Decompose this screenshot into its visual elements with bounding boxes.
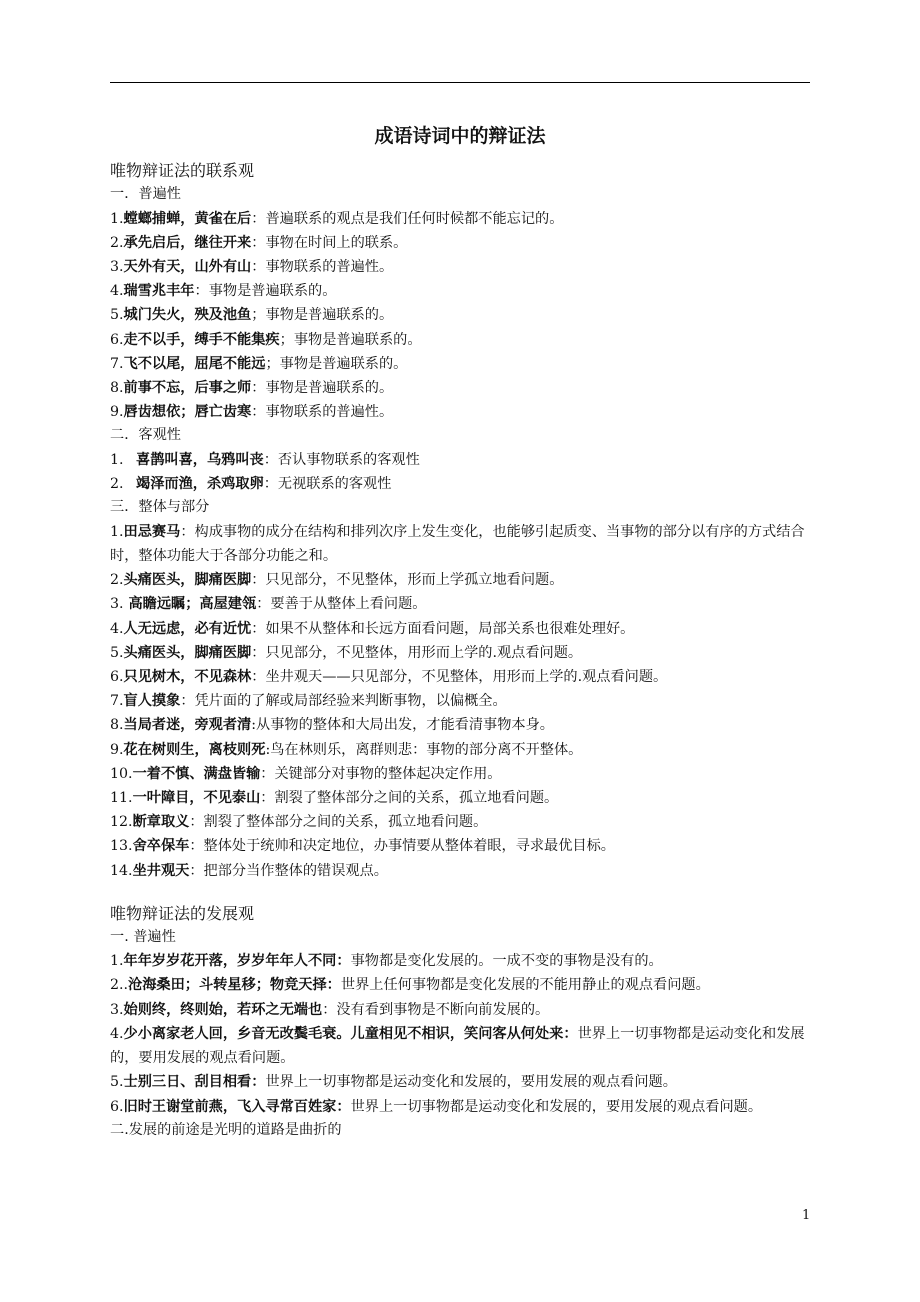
idiom-explanation: ：只见部分，不见整体，形而上学孤立地看问题。 <box>251 572 564 589</box>
idiom-term: 竭泽而渔，杀鸡取卵 <box>136 476 264 493</box>
item-number: 4. <box>110 283 124 300</box>
item-number: 12. <box>110 814 133 831</box>
idiom-explanation: ：割裂了整体部分之间的关系，孤立地看问题。 <box>260 789 559 806</box>
idiom-explanation: ：割裂了整体部分之间的关系，孤立地看问题。 <box>189 814 488 831</box>
idiom-explanation: ：关键部分对事物的整体起决定作用。 <box>260 765 502 782</box>
item-number: 5. <box>110 644 124 661</box>
item-number: 3. <box>110 258 124 275</box>
idiom-term: 沧海桑田；斗转星移；物竞天择： <box>128 977 341 994</box>
subsection-heading: 一．普遍性 <box>110 186 181 202</box>
idiom-explanation: 世界上任何事物都是变化发展的不能用静止的观点看问题。 <box>340 977 710 994</box>
item-number: 1. <box>110 523 124 540</box>
document-body <box>110 158 812 1142</box>
list-objectivity <box>110 448 812 496</box>
list-item <box>110 352 812 376</box>
item-number: 6. <box>110 331 124 348</box>
idiom-explanation: ；事物是普遍联系的。 <box>279 331 422 348</box>
idiom-term: 头痛医头，脚痛医脚 <box>123 644 252 661</box>
list-item <box>110 1022 812 1070</box>
subsection-heading: 二．客观性 <box>110 427 181 444</box>
list-item <box>110 738 812 762</box>
list-item <box>110 786 812 810</box>
item-number: 4. <box>110 1025 124 1042</box>
section-heading: 唯物辩证法的联系观 <box>110 161 255 180</box>
idiom-term: 城门失火，殃及池鱼 <box>123 307 252 324</box>
item-number: 8. <box>110 379 124 396</box>
subsection-heading: 二.发展的前途是光明的道路是曲折的 <box>110 1121 342 1138</box>
idiom-explanation: :鸟在林则乐，离群则悲：事物的部分离不开整体。 <box>265 741 583 758</box>
list-item <box>110 520 812 568</box>
idiom-term: 田忌赛马 <box>123 523 181 540</box>
item-number: 2.. <box>110 977 129 994</box>
list-item <box>110 303 812 327</box>
idiom-explanation: ：无视联系的客观性 <box>263 476 392 493</box>
item-number: 2. <box>110 234 124 251</box>
list-universality <box>110 207 812 425</box>
idiom-explanation: ：否认事物联系的客观性 <box>263 451 420 468</box>
idiom-term: 螳螂捕蝉，黄雀在后 <box>123 210 252 227</box>
list-item <box>110 376 812 400</box>
idiom-term: 少小离家老人回，乡音无改鬓毛衰。儿童相见不相识，笑问客从何处来： <box>123 1025 578 1042</box>
idiom-explanation: ：没有看到事物是不断向前发展的。 <box>322 1001 550 1018</box>
list-development <box>110 949 812 1118</box>
item-number: 11. <box>110 789 133 806</box>
idiom-explanation: 世界上一切事物都是运动变化和发展的，要用发展的观点看问题。 <box>350 1098 763 1115</box>
item-number: 13. <box>110 838 133 855</box>
idiom-explanation: 世界上一切事物都是运动变化和发展的，要用发展的观点看问题。 <box>110 1025 805 1067</box>
idiom-explanation: ：凭片面的了解或局部经验来判断事物，以偏概全。 <box>180 693 507 710</box>
item-number: 14. <box>110 862 133 879</box>
idiom-term: 当局者迷，旁观者清 <box>123 717 252 734</box>
list-item <box>110 448 812 472</box>
idiom-explanation: ：要善于从整体上看问题。 <box>256 596 427 613</box>
list-item <box>110 617 812 641</box>
item-number: 2. <box>110 476 124 493</box>
item-number: 1. <box>110 451 124 468</box>
list-item <box>110 973 812 997</box>
idiom-term: 高瞻远瞩；高屋建瓴 <box>123 596 257 613</box>
list-item <box>110 998 812 1022</box>
item-number: 9. <box>110 741 124 758</box>
idiom-explanation: ：坐井观天——只见部分，不见整体，用形而上学的.观点看问题。 <box>251 668 668 685</box>
list-item <box>110 1070 812 1094</box>
list-item <box>110 762 812 786</box>
idiom-term: 坐井观天 <box>132 862 190 879</box>
idiom-term: 飞不以尾，屈尾不能远 <box>123 355 266 372</box>
list-item <box>110 713 812 737</box>
idiom-term: 断章取义 <box>132 814 190 831</box>
list-item <box>110 665 812 689</box>
list-whole-and-part <box>110 520 812 883</box>
list-item <box>110 207 812 231</box>
document-title: 成语诗词中的辩证法 <box>374 125 546 147</box>
idiom-explanation: ：整体处于统帅和决定地位，办事情要从整体着眼，寻求最优目标。 <box>189 838 615 855</box>
idiom-explanation: ：事物在时间上的联系。 <box>251 234 408 251</box>
page-number: 1 <box>802 1208 811 1223</box>
item-number: 1. <box>110 953 124 970</box>
item-number: 5. <box>110 307 124 324</box>
idiom-explanation: ；事物是普遍联系的。 <box>251 307 394 324</box>
list-item <box>110 1095 812 1119</box>
list-item <box>110 834 812 858</box>
idiom-term: 花在树则生，离枝则死 <box>123 741 266 758</box>
list-item <box>110 949 812 973</box>
idiom-term: 前事不忘，后事之师 <box>123 379 252 396</box>
list-item <box>110 568 812 592</box>
idiom-explanation: ：事物联系的普遍性。 <box>251 404 394 421</box>
item-number: 6. <box>110 1098 124 1115</box>
idiom-term: 一着不慎、满盘皆输 <box>132 765 261 782</box>
idiom-explanation: ：事物联系的普遍性。 <box>251 258 394 275</box>
subsection-heading: 三．整体与部分 <box>110 499 210 516</box>
list-item <box>110 472 812 496</box>
idiom-term: 头痛医头，脚痛医脚 <box>123 572 252 589</box>
idiom-term: 士别三日、刮目相看： <box>123 1074 266 1091</box>
idiom-term: 一叶障目，不见泰山 <box>132 789 261 806</box>
item-number: 7. <box>110 693 124 710</box>
idiom-term: 盲人摸象 <box>123 693 181 710</box>
idiom-explanation: ：事物是普遍联系的。 <box>251 379 394 396</box>
item-number: 6. <box>110 668 124 685</box>
idiom-explanation: 世界上一切事物都是运动变化和发展的，要用发展的观点看问题。 <box>265 1074 677 1091</box>
list-item <box>110 400 812 424</box>
idiom-term: 年年岁岁花开落，岁岁年年人不同： <box>123 953 351 970</box>
idiom-term: 瑞雪兆丰年 <box>123 283 195 300</box>
item-number: 1. <box>110 210 124 227</box>
idiom-term: 只见树木，不见森林 <box>123 668 252 685</box>
idiom-explanation: ；事物是普遍联系的。 <box>265 355 408 372</box>
section-heading: 唯物辩证法的发展观 <box>110 903 255 923</box>
idiom-explanation: :从事物的整体和大局出发，才能看清事物本身。 <box>251 717 554 734</box>
item-number: 8. <box>110 717 124 734</box>
list-item <box>110 641 812 665</box>
item-number: 3. <box>110 1001 124 1018</box>
idiom-explanation: ：把部分当作整体的错误观点。 <box>189 862 388 879</box>
idiom-explanation: ：构成事物的成分在结构和排列次序上发生变化，也能够引起质变、当事物的部分以有序的方式结合时，整体功能大于各部分功能之和。 <box>110 523 805 564</box>
list-item <box>110 810 812 834</box>
idiom-term: 天外有天，山外有山 <box>123 258 252 275</box>
item-number: 2. <box>110 572 124 589</box>
idiom-term: 旧时王谢堂前燕，飞入寻常百姓家： <box>123 1098 351 1115</box>
list-item <box>110 231 812 255</box>
idiom-term: 喜鹊叫喜，乌鸦叫丧 <box>136 451 264 468</box>
idiom-explanation: ：事物是普遍联系的。 <box>194 283 337 300</box>
idiom-term: 走不以手，缚手不能集疾 <box>123 331 280 348</box>
list-item <box>110 328 812 352</box>
idiom-term: 人无远虑，必有近忧 <box>123 620 252 637</box>
list-item <box>110 255 812 279</box>
item-number: 9. <box>110 404 124 421</box>
idiom-term: 始则终，终则始，若环之无端也 <box>123 1001 323 1018</box>
header-rule <box>110 82 810 83</box>
idiom-term: 唇齿想依；唇亡齿寒 <box>123 404 252 421</box>
item-number: 4. <box>110 620 124 637</box>
idiom-term: 舍卒保车 <box>132 838 190 855</box>
idiom-explanation: ：只见部分，不见整体，用形而上学的.观点看问题。 <box>251 644 583 661</box>
subsection-heading: 一. 普遍性 <box>110 928 176 945</box>
idiom-explanation: ：普遍联系的观点是我们任何时候都不能忘记的。 <box>251 210 564 227</box>
idiom-explanation: 事物都是变化发展的。一成不变的事物是没有的。 <box>350 953 663 970</box>
item-number: 3. <box>110 596 124 613</box>
list-item <box>110 689 812 713</box>
item-number: 10. <box>110 765 133 782</box>
list-item <box>110 859 812 883</box>
idiom-explanation: ：如果不从整体和长远方面看问题，局部关系也很难处理好。 <box>251 620 635 637</box>
item-number: 5. <box>110 1074 124 1091</box>
list-item <box>110 592 812 616</box>
list-item <box>110 279 812 303</box>
idiom-term: 承先启后，继往开来 <box>123 234 252 251</box>
item-number: 7. <box>110 355 124 372</box>
